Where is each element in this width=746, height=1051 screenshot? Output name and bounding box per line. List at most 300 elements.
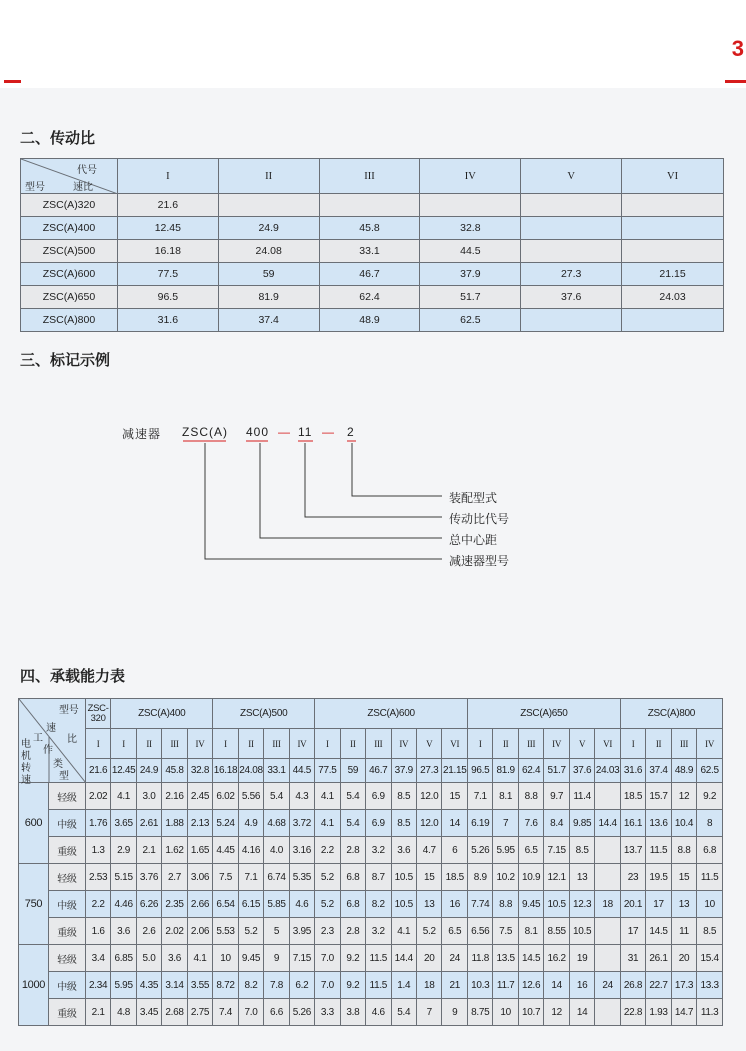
ratio-cell: 51.7 xyxy=(420,286,521,309)
load-cell: 9.2 xyxy=(697,783,723,810)
marking-dash-2: — xyxy=(322,425,335,439)
ratio-cell: 62.5 xyxy=(420,309,521,332)
load-roman-header: III xyxy=(518,729,543,759)
load-ratio-header: 62.4 xyxy=(518,759,543,783)
load-corner-label-ratio: 比 xyxy=(67,734,77,745)
load-cell: 14.5 xyxy=(518,945,543,972)
load-cell: 6.54 xyxy=(213,891,239,918)
load-cell: 6.5 xyxy=(442,918,468,945)
load-side-label-char: 转 xyxy=(21,763,31,774)
load-cell: 10.4 xyxy=(671,810,696,837)
load-cell: 10.5 xyxy=(544,891,569,918)
load-ratio-header: 51.7 xyxy=(544,759,569,783)
load-cell: 10.7 xyxy=(518,999,543,1026)
load-roman-header: VI xyxy=(442,729,468,759)
load-cell: 13.7 xyxy=(620,837,645,864)
load-cell: 2.02 xyxy=(162,918,187,945)
load-cell: 10 xyxy=(697,891,723,918)
load-cell: 11 xyxy=(671,918,696,945)
load-group-header: ZSC(A)600 xyxy=(315,699,468,729)
load-ratio-header: 32.8 xyxy=(187,759,212,783)
load-group-header: ZSC(A)500 xyxy=(213,699,315,729)
page-corner-char: 3 xyxy=(731,36,744,61)
load-cell: 8.2 xyxy=(366,891,391,918)
load-cell xyxy=(595,999,621,1026)
load-cell: 12.1 xyxy=(544,864,569,891)
load-cell: 8.7 xyxy=(366,864,391,891)
load-roman-header: V xyxy=(417,729,442,759)
load-cell: 1.62 xyxy=(162,837,187,864)
load-cell: 12 xyxy=(544,999,569,1026)
load-cell: 26.8 xyxy=(620,972,645,999)
load-cell: 2.16 xyxy=(162,783,187,810)
load-ratio-header: 24.08 xyxy=(238,759,264,783)
load-cell: 3.72 xyxy=(289,810,314,837)
load-cell: 2.06 xyxy=(187,918,212,945)
load-roman-header: IV xyxy=(544,729,569,759)
load-ratio-header: 46.7 xyxy=(366,759,391,783)
load-cell: 1.76 xyxy=(85,810,110,837)
load-cell: 9 xyxy=(442,999,468,1026)
load-cell: 18 xyxy=(595,891,621,918)
ratio-cell: 48.9 xyxy=(319,309,420,332)
load-roman-header: III xyxy=(264,729,289,759)
load-roman-header: I xyxy=(467,729,492,759)
load-ratio-header: 37.4 xyxy=(646,759,671,783)
load-cell: 3.45 xyxy=(136,999,161,1026)
load-cell: 8.5 xyxy=(391,810,416,837)
load-cell: 6.74 xyxy=(264,864,289,891)
load-roman-header: III xyxy=(671,729,696,759)
load-cell: 14.7 xyxy=(671,999,696,1026)
ratio-cell: 96.5 xyxy=(117,286,218,309)
load-ratio-header: 33.1 xyxy=(264,759,289,783)
load-cell: 5.2 xyxy=(315,864,340,891)
load-cell: 21 xyxy=(442,972,468,999)
load-speed-cell: 1000 xyxy=(19,945,49,1026)
ratio-cell: 24.03 xyxy=(622,286,724,309)
load-cell: 2.2 xyxy=(85,891,110,918)
load-cell: 3.8 xyxy=(340,999,365,1026)
marking-prefix: 减速器 xyxy=(122,427,162,441)
load-cell: 6.19 xyxy=(467,810,492,837)
load-cell: 1.93 xyxy=(646,999,671,1026)
load-cell: 5.4 xyxy=(340,783,365,810)
load-cell: 5.4 xyxy=(391,999,416,1026)
corner-label-code: 代号 xyxy=(77,165,97,176)
load-cell xyxy=(595,918,621,945)
load-cell: 16.1 xyxy=(620,810,645,837)
load-cell: 4.35 xyxy=(136,972,161,999)
load-cell: 22.8 xyxy=(620,999,645,1026)
ratio-cell: 12.45 xyxy=(117,217,218,240)
load-cell: 13.6 xyxy=(646,810,671,837)
load-cell: 3.95 xyxy=(289,918,314,945)
load-cell: 17.3 xyxy=(671,972,696,999)
load-cell: 8.8 xyxy=(518,783,543,810)
load-cell: 15 xyxy=(442,783,468,810)
corner-label-model: 型号 xyxy=(25,182,45,193)
load-cell: 24 xyxy=(595,972,621,999)
load-cell: 10.9 xyxy=(518,864,543,891)
load-cell: 11.5 xyxy=(646,837,671,864)
load-header-row-groups xyxy=(19,699,723,729)
ratio-section-title: 二、传动比 xyxy=(20,130,96,147)
ratio-row-model: ZSC(A)320 xyxy=(21,194,118,217)
load-cell: 12.0 xyxy=(417,783,442,810)
load-cell: 3.6 xyxy=(162,945,187,972)
load-cell: 20 xyxy=(417,945,442,972)
load-cell: 18.5 xyxy=(620,783,645,810)
load-roman-header: II xyxy=(136,729,161,759)
load-cell: 6.85 xyxy=(111,945,137,972)
legend-reducer-model: 减速器型号 xyxy=(449,554,510,568)
load-cell: 8.8 xyxy=(671,837,696,864)
load-cell: 3.3 xyxy=(315,999,340,1026)
load-roman-header: II xyxy=(340,729,365,759)
load-cell: 2.68 xyxy=(162,999,187,1026)
load-cell: 3.55 xyxy=(187,972,212,999)
load-cell: 8.2 xyxy=(238,972,264,999)
load-ratio-header: 48.9 xyxy=(671,759,696,783)
load-cell: 6.8 xyxy=(340,891,365,918)
load-cell: 8.1 xyxy=(493,783,518,810)
load-section-title: 四、承载能力表 xyxy=(20,668,126,685)
load-cell: 14.4 xyxy=(595,810,621,837)
load-cell: 8.9 xyxy=(467,864,492,891)
load-cell: 3.16 xyxy=(289,837,314,864)
ratio-row-model: ZSC(A)800 xyxy=(21,309,118,332)
load-cell: 5.2 xyxy=(315,891,340,918)
load-cell: 3.06 xyxy=(187,864,212,891)
load-cell: 15 xyxy=(671,864,696,891)
load-data-row xyxy=(19,810,723,837)
load-cell: 7.1 xyxy=(238,864,264,891)
load-cell: 23 xyxy=(620,864,645,891)
load-cell: 8.75 xyxy=(467,999,492,1026)
load-cell: 3.14 xyxy=(162,972,187,999)
marking-assembly: 2 xyxy=(347,425,355,439)
load-capacity-table xyxy=(18,698,723,1026)
load-condition-cell: 重级 xyxy=(48,999,85,1026)
load-cell: 12 xyxy=(671,783,696,810)
load-ratio-header: 44.5 xyxy=(289,759,314,783)
load-cell: 10.2 xyxy=(493,864,518,891)
load-cell: 1.6 xyxy=(85,918,110,945)
ratio-cell: 45.8 xyxy=(319,217,420,240)
load-corner-label-model: 型号 xyxy=(59,705,79,716)
load-cell: 7.5 xyxy=(493,918,518,945)
load-cell: 5.53 xyxy=(213,918,239,945)
load-group-header: ZSC(A)650 xyxy=(467,699,620,729)
load-cell: 3.2 xyxy=(366,918,391,945)
load-ratio-header: 81.9 xyxy=(493,759,518,783)
load-condition-cell: 轻级 xyxy=(48,864,85,891)
load-cell: 4.1 xyxy=(187,945,212,972)
load-cell: 8.5 xyxy=(697,918,723,945)
load-cell: 3.6 xyxy=(111,918,137,945)
load-cell: 5.26 xyxy=(467,837,492,864)
load-cell: 2.13 xyxy=(187,810,212,837)
load-cell: 4.68 xyxy=(264,810,289,837)
ratio-cell: 21.6 xyxy=(117,194,218,217)
load-cell: 4.45 xyxy=(213,837,239,864)
load-roman-header: V xyxy=(569,729,594,759)
load-ratio-header: 24.03 xyxy=(595,759,621,783)
ratio-cell: 27.3 xyxy=(521,263,622,286)
legend-ratio-code: 传动比代号 xyxy=(449,512,510,526)
load-cell: 12.6 xyxy=(518,972,543,999)
load-cell: 11.3 xyxy=(697,999,723,1026)
load-cell: 3.76 xyxy=(136,864,161,891)
load-cell: 10.5 xyxy=(569,918,594,945)
load-cell: 9.2 xyxy=(340,945,365,972)
load-ratio-header: 37.9 xyxy=(391,759,416,783)
load-cell: 15 xyxy=(417,864,442,891)
load-cell: 11.8 xyxy=(467,945,492,972)
load-cell: 15.7 xyxy=(646,783,671,810)
load-cell: 13 xyxy=(417,891,442,918)
load-cell: 6.56 xyxy=(467,918,492,945)
load-cell: 4.46 xyxy=(111,891,137,918)
load-cell: 2.3 xyxy=(315,918,340,945)
load-cell: 4.6 xyxy=(366,999,391,1026)
load-cell: 5.2 xyxy=(417,918,442,945)
ratio-col-header-4: IV xyxy=(420,159,521,194)
load-cell: 9 xyxy=(264,945,289,972)
load-cell: 19.5 xyxy=(646,864,671,891)
load-cell: 3.2 xyxy=(366,837,391,864)
load-cell: 2.61 xyxy=(136,810,161,837)
load-roman-header: IV xyxy=(289,729,314,759)
load-speed-cell: 750 xyxy=(19,864,49,945)
load-ratio-header: 24.9 xyxy=(136,759,161,783)
ratio-cell: 59 xyxy=(218,263,319,286)
legend-center-distance: 总中心距 xyxy=(449,533,498,547)
load-cell: 8.8 xyxy=(493,891,518,918)
load-cell: 6.26 xyxy=(136,891,161,918)
load-cell: 6.5 xyxy=(518,837,543,864)
load-cell: 5.4 xyxy=(340,810,365,837)
load-cell: 8.4 xyxy=(544,810,569,837)
load-cell: 2.7 xyxy=(162,864,187,891)
load-corner-label-cond: 作 xyxy=(43,745,53,756)
load-cell: 10.5 xyxy=(391,864,416,891)
load-roman-header: I xyxy=(620,729,645,759)
load-cell: 3.65 xyxy=(111,810,137,837)
load-condition-cell: 中级 xyxy=(48,891,85,918)
load-cell: 16.2 xyxy=(544,945,569,972)
ratio-cell: 21.15 xyxy=(622,263,724,286)
load-cell: 2.6 xyxy=(136,918,161,945)
load-ratio-header: 31.6 xyxy=(620,759,645,783)
load-cell xyxy=(595,864,621,891)
load-cell: 16 xyxy=(442,891,468,918)
load-speed-cell: 600 xyxy=(19,783,49,864)
load-cell: 7.0 xyxy=(315,945,340,972)
load-cell: 6.2 xyxy=(289,972,314,999)
ratio-cell: 46.7 xyxy=(319,263,420,286)
ratio-cell: 32.8 xyxy=(420,217,521,240)
load-cell: 17 xyxy=(646,891,671,918)
load-corner-label-type: 类 xyxy=(53,759,63,770)
load-cell: 4.1 xyxy=(315,783,340,810)
load-roman-header: VI xyxy=(595,729,621,759)
load-cell: 2.66 xyxy=(187,891,212,918)
load-cell: 16 xyxy=(569,972,594,999)
load-cell: 7.1 xyxy=(467,783,492,810)
load-cell: 4.6 xyxy=(289,891,314,918)
load-cell: 13 xyxy=(569,864,594,891)
load-cell: 5.26 xyxy=(289,999,314,1026)
marking-distance: 400 xyxy=(246,425,270,439)
ratio-col-header-6: VI xyxy=(622,159,724,194)
load-cell: 20.1 xyxy=(620,891,645,918)
load-data-row xyxy=(19,837,723,864)
load-cell: 2.35 xyxy=(162,891,187,918)
load-condition-cell: 轻级 xyxy=(48,783,85,810)
load-condition-cell: 重级 xyxy=(48,918,85,945)
ratio-row-model: ZSC(A)500 xyxy=(21,240,118,263)
load-cell: 4.7 xyxy=(417,837,442,864)
ratio-cell: 24.08 xyxy=(218,240,319,263)
ratio-cell: 24.9 xyxy=(218,217,319,240)
load-data-row xyxy=(19,864,723,891)
ratio-row-model: ZSC(A)650 xyxy=(21,286,118,309)
ratio-cell: 77.5 xyxy=(117,263,218,286)
load-roman-header: I xyxy=(111,729,137,759)
load-cell: 2.8 xyxy=(340,918,365,945)
load-cell: 17 xyxy=(620,918,645,945)
load-cell: 9.7 xyxy=(544,783,569,810)
load-cell: 2.53 xyxy=(85,864,110,891)
load-condition-cell: 中级 xyxy=(48,810,85,837)
corner-label-ratio: 速比 xyxy=(73,182,93,193)
marking-model: ZSC(A) xyxy=(182,425,228,439)
load-cell: 7.15 xyxy=(544,837,569,864)
load-cell: 6.02 xyxy=(213,783,239,810)
ratio-cell: 62.4 xyxy=(319,286,420,309)
load-group-header: ZSC(A)800 xyxy=(620,699,722,729)
load-cell: 24 xyxy=(442,945,468,972)
load-cell: 6.15 xyxy=(238,891,264,918)
load-ratio-header: 45.8 xyxy=(162,759,187,783)
load-ratio-header: 77.5 xyxy=(315,759,340,783)
load-cell: 18 xyxy=(417,972,442,999)
load-cell: 3.0 xyxy=(136,783,161,810)
load-cell: 5 xyxy=(264,918,289,945)
load-header-row-ratios xyxy=(19,759,723,783)
ratio-cell: 33.1 xyxy=(319,240,420,263)
load-ratio-header: 16.18 xyxy=(213,759,239,783)
ratio-col-header-3: III xyxy=(319,159,420,194)
load-cell: 6.6 xyxy=(264,999,289,1026)
load-cell: 1.88 xyxy=(162,810,187,837)
load-cell: 14 xyxy=(544,972,569,999)
load-cell: 2.45 xyxy=(187,783,212,810)
load-cell: 4.0 xyxy=(264,837,289,864)
load-condition-cell: 中级 xyxy=(48,972,85,999)
load-roman-header: III xyxy=(366,729,391,759)
load-cell: 19 xyxy=(569,945,594,972)
load-cell: 8.72 xyxy=(213,972,239,999)
load-cell: 20 xyxy=(671,945,696,972)
load-cell: 8.5 xyxy=(569,837,594,864)
load-cell: 11.7 xyxy=(493,972,518,999)
load-cell: 6.9 xyxy=(366,810,391,837)
load-cell: 2.1 xyxy=(136,837,161,864)
load-ratio-header: 96.5 xyxy=(467,759,492,783)
load-cell: 31 xyxy=(620,945,645,972)
load-roman-header: III xyxy=(162,729,187,759)
load-cell: 8.55 xyxy=(544,918,569,945)
load-cell: 2.02 xyxy=(85,783,110,810)
load-cell: 18.5 xyxy=(442,864,468,891)
load-cell: 8 xyxy=(697,810,723,837)
load-cell: 7.8 xyxy=(264,972,289,999)
load-cell: 7.6 xyxy=(518,810,543,837)
load-cell: 2.75 xyxy=(187,999,212,1026)
load-cell: 14 xyxy=(442,810,468,837)
load-cell: 9.2 xyxy=(340,972,365,999)
load-side-label-char: 速 xyxy=(21,775,31,786)
load-ratio-header: 12.45 xyxy=(111,759,137,783)
load-cell: 4.3 xyxy=(289,783,314,810)
load-cell: 4.8 xyxy=(111,999,137,1026)
load-cell: 5.35 xyxy=(289,864,314,891)
load-data-row xyxy=(19,783,723,810)
ratio-cell: 37.9 xyxy=(420,263,521,286)
load-data-row xyxy=(19,972,723,999)
load-cell: 4.16 xyxy=(238,837,264,864)
load-cell: 9.85 xyxy=(569,810,594,837)
load-cell: 10 xyxy=(213,945,239,972)
load-cell: 1.65 xyxy=(187,837,212,864)
load-cell: 11.5 xyxy=(366,945,391,972)
load-cell: 9.45 xyxy=(238,945,264,972)
load-cell: 6.8 xyxy=(340,864,365,891)
load-cell: 5.85 xyxy=(264,891,289,918)
load-cell: 2.9 xyxy=(111,837,137,864)
load-cell: 5.15 xyxy=(111,864,137,891)
ratio-col-header-5: V xyxy=(521,159,622,194)
load-cell: 15.4 xyxy=(697,945,723,972)
marking-ratio-code: 11 xyxy=(298,425,313,439)
load-cell: 1.4 xyxy=(391,972,416,999)
load-corner-label-speed: 速 xyxy=(46,723,56,734)
load-cell: 1.3 xyxy=(85,837,110,864)
load-cell: 7.5 xyxy=(213,864,239,891)
load-ratio-header: 21.6 xyxy=(85,759,110,783)
load-cell: 5.2 xyxy=(238,918,264,945)
load-cell: 4.1 xyxy=(391,918,416,945)
load-cell: 13.5 xyxy=(493,945,518,972)
load-cell: 8.1 xyxy=(518,918,543,945)
ratio-cell: 16.18 xyxy=(117,240,218,263)
load-ratio-header: 59 xyxy=(340,759,365,783)
load-cell: 7.74 xyxy=(467,891,492,918)
load-ratio-header: 21.15 xyxy=(442,759,468,783)
load-data-row xyxy=(19,945,723,972)
load-cell: 5.95 xyxy=(111,972,137,999)
load-roman-header: IV xyxy=(187,729,212,759)
load-cell: 2.1 xyxy=(85,999,110,1026)
load-data-row xyxy=(19,999,723,1026)
ratio-row-model: ZSC(A)400 xyxy=(21,217,118,240)
ratio-col-header-2: II xyxy=(218,159,319,194)
ratio-row-model: ZSC(A)600 xyxy=(21,263,118,286)
load-cell: 5.4 xyxy=(264,783,289,810)
